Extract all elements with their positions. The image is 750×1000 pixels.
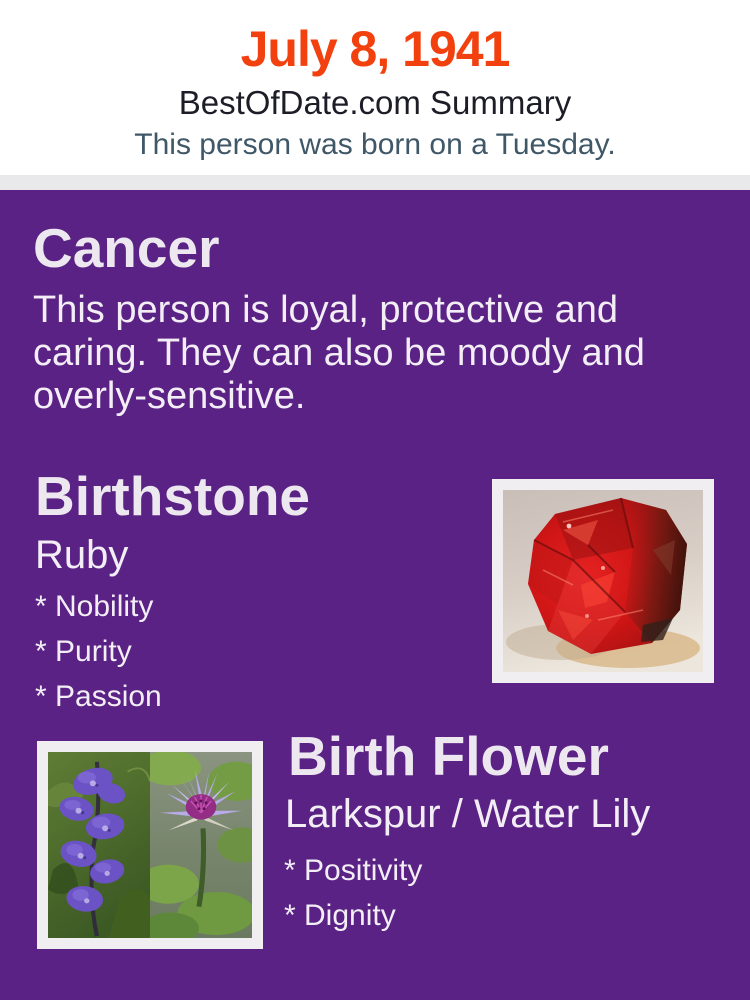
birthstone-heading: Birthstone	[35, 465, 310, 527]
water-lily-photo	[150, 752, 252, 938]
birth-flower-trait-list	[284, 848, 422, 938]
birth-flower-photo-frame	[37, 741, 263, 949]
birthstone-trait-list	[35, 584, 162, 719]
weekday-text: This person was born on a Tuesday.	[134, 128, 616, 161]
birth-flower-heading: Birth Flower	[288, 725, 609, 787]
birth-flower-photos	[48, 752, 252, 938]
birth-flower-names: Larkspur / Water Lily	[285, 792, 651, 836]
header	[0, 0, 750, 175]
birthstone-name: Ruby	[35, 533, 129, 577]
birth-flower-trait: * Dignity	[284, 899, 396, 932]
body-panel	[0, 190, 750, 1000]
birthstone-trait: * Nobility	[35, 590, 154, 623]
birth-flower-trait: * Positivity	[284, 854, 423, 887]
birthstone-trait: * Purity	[35, 635, 132, 668]
site-summary-title: BestOfDate.com Summary	[178, 84, 572, 121]
page-title-date: July 8, 1941	[240, 21, 510, 77]
larkspur-photo	[48, 752, 150, 938]
zodiac-description: This person is loyal, protective and caring. They can also be moody and overly-sensitive.	[33, 289, 645, 417]
birthstone-trait: * Passion	[35, 680, 162, 713]
ruby-photo-frame	[492, 479, 714, 683]
ruby-photo	[503, 490, 703, 672]
divider-strip	[0, 175, 750, 190]
zodiac-sign-heading: Cancer	[33, 217, 220, 279]
